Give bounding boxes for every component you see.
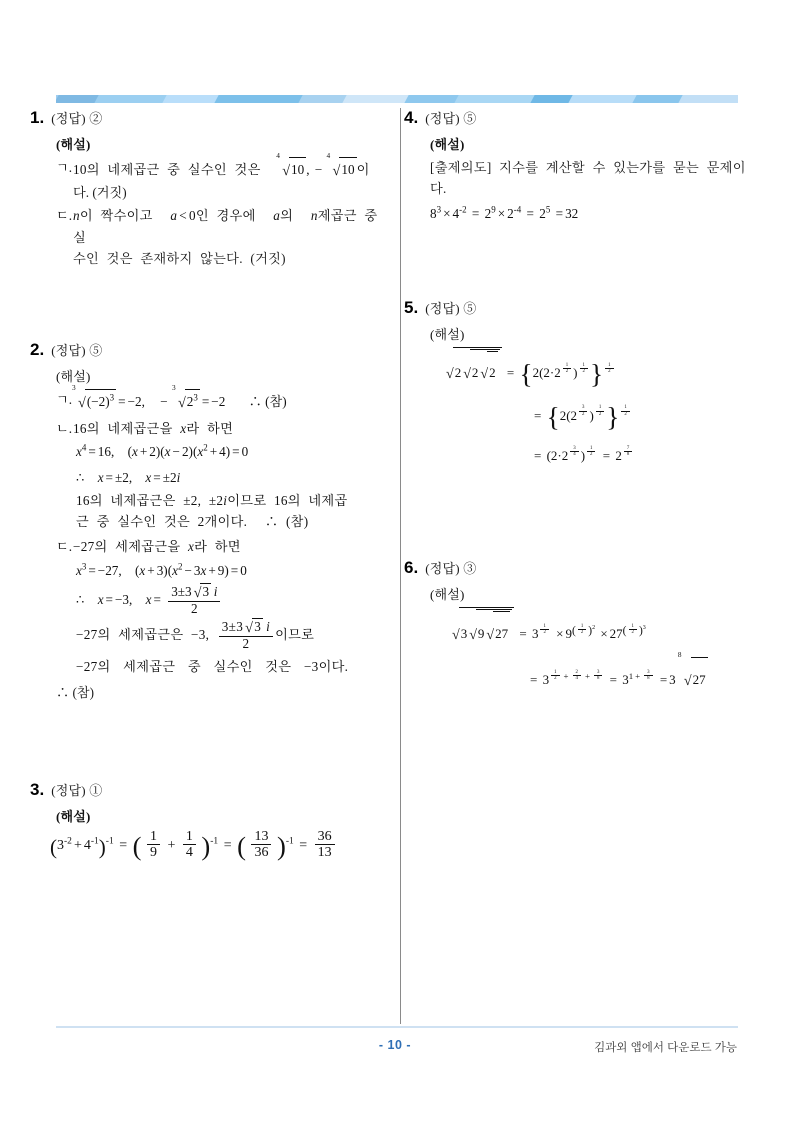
item-marker-g: ㄱ. [56, 160, 73, 175]
fourth-root-10-positive: 4 √10 [276, 151, 305, 179]
exp-half-i: $\frac{1}{2}$ [629, 624, 637, 636]
problem-4 [404, 108, 756, 227]
exp-half-b: 1 2 [580, 363, 588, 375]
fraction-1-4: $\frac{1}{4}$ [183, 829, 196, 861]
exp-half-g: 1 2 [540, 624, 548, 636]
decorative-header-bar [56, 95, 738, 103]
problem-4-answer: (정답) ⑤ [425, 111, 477, 126]
problem-2-header [30, 340, 390, 359]
sqrt-3-b: √3 [245, 618, 262, 636]
p2-n-text1: 16의 네제곱근은 ±2, ±2i이므로 16의 네제곱 [76, 492, 348, 508]
footer-divider [56, 1026, 738, 1028]
problem-1-solution-label: (해설) [56, 137, 91, 152]
problem-3 [30, 780, 390, 863]
item-marker-d: ㄷ. [56, 208, 73, 224]
problem-1-item-g: ㄱ. 10의 네제곱근 중 실수인 것은 4 √10 , − 4 √10 이 [56, 157, 390, 182]
p2-d-text2: −27의 세제곱근 중 실수인 것은 −3이다. [76, 659, 349, 675]
problem-6-answer: (정답) ③ [425, 561, 477, 576]
p5-line3: = (2·2 $^{\frac{3}{4}}$ ) $^{\frac{1}{2}}$ = 2 $^{\frac{7}{8}}$ [532, 436, 756, 476]
problem-5-number: 5. [404, 298, 419, 317]
problem-5 [404, 298, 756, 476]
p2-d-eq2: ∴ x = −3, x = $\frac{3\pm 3 √3 i}{2}$ [76, 583, 390, 618]
column-divider [400, 108, 401, 1024]
problem-1 [30, 108, 390, 270]
problem-3-answer: (정답) ① [51, 783, 103, 798]
exp-two-fourths: $\frac{2}{4}$ [573, 670, 581, 682]
p2-d-conclusion: ∴ (참) [56, 684, 95, 700]
exp-half-a: 1 2 [563, 363, 571, 375]
page-number: - 10 - [378, 1038, 412, 1052]
problem-2-solution-label: (해설) [56, 369, 91, 384]
p5-line2: = {2(2 $^{\frac{3}{2}}$ ) $^{\frac{1}{2}}$ } $^{\frac{1}{2}}$ [532, 396, 756, 436]
p2-g-conclusion: ∴ (참) [248, 394, 287, 409]
p1-item-g-line2: 다. (거짓) [73, 185, 127, 201]
p2-d-lead2: 라 하면 [194, 539, 241, 555]
p2-n-eq2: ∴ x = ±2, x = ±2i [76, 469, 181, 485]
problem-6-number: 6. [404, 558, 419, 577]
p1-a-of: 의 [280, 208, 294, 224]
p1-lead-text: 10의 네제곱근 중 실수인 것은 [73, 162, 261, 177]
problem-2-item-g: ㄱ. 3 $√(-2)^3 = -2$, − 3 $√2^3 = -2$ ∴ (참) [56, 389, 390, 414]
problem-5-header [404, 298, 756, 317]
nested-sqrt-27-inner: √27 [484, 611, 510, 657]
problem-6 [404, 558, 756, 704]
problem-4-header [404, 108, 756, 127]
problem-2-item-d: ㄷ. −27의 세제곱근을 x라 하면 [56, 536, 390, 557]
problem-6-solution-label: (해설) [430, 587, 465, 602]
problem-3-number: 3. [30, 780, 45, 799]
problem-2-answer: (정답) ⑤ [51, 343, 103, 358]
p2-n-text2: 근 중 실수인 것은 2개이다. ∴ (참) [76, 513, 309, 529]
fourth-root-10-negative: 4 √10 [326, 151, 355, 179]
exp-half-f: 1 2 [587, 446, 595, 458]
eighth-root-27: 8 √27 [679, 657, 708, 703]
exp-three-eighths-b: $\frac{3}{8}$ [644, 670, 652, 682]
p1-tail: 이 [356, 162, 370, 177]
item-marker-g2: ㄱ. [56, 392, 73, 407]
exp-half-h: $\frac{1}{2}$ [578, 624, 586, 636]
fraction-3pm3root3i-over-2-b: $\frac{3\pm 3 √3 i}{2}$ [219, 618, 273, 652]
p6-line1: √3 √9 √27 = 3 $^{\frac{1}{2}}$ × $9^{( \frac{1}{2} )^2} \times 27^{( \frac{1}{2} )^3}$ [450, 607, 756, 657]
fraction-3pm3root3i-over-2: $\frac{3\pm 3 √3 i}{2}$ [168, 583, 220, 617]
exp-three-fourths: 3 4 [570, 446, 578, 458]
problem-3-solution-label: (해설) [56, 809, 91, 824]
exp-three-halves: 3 2 [579, 405, 587, 417]
exp-half-d: 1 2 [596, 405, 604, 417]
cube-root-2-cubed: 3 $√2^3$ [171, 383, 198, 411]
fraction-13-36: $\frac{13}{36}$ [251, 829, 271, 861]
p2-n-eq1: $x^4 = 16$, $(x + 2)(x - 2)(x^2 + 4) = 0$ [76, 443, 249, 460]
p1-item-d-line2: 수인 것은 존재하지 않는다. (거짓) [73, 251, 286, 267]
p1-nth: 제곱근 중 실 [73, 208, 378, 245]
nested-sqrt-9-mid: √9 √27 [467, 609, 512, 657]
exp-half-j: $\frac{1}{2}$ [551, 670, 559, 682]
footer-note: 김과외 앱에서 다운로드 가능 [594, 1042, 737, 1054]
nested-sqrt-3-9-27-outer: √3 √9 √27 [450, 607, 514, 657]
fraction-36-13: $\frac{36}{13}$ [315, 829, 335, 861]
p1-n-even: 이 짝수이고 [79, 208, 153, 224]
p2-n-lead2: 라 하면 [186, 421, 234, 437]
problem-2 [30, 340, 390, 703]
nested-sqrt-2-mid: √2 √2 [461, 349, 499, 396]
p2-n-lead: 16의 네제곱근을 [73, 421, 173, 437]
p1-a-lt: 인 경우에 [195, 208, 256, 224]
problem-1-number: 1. [30, 108, 45, 127]
p2-d-eq1: $x^3 = -27$, $(x + 3)(x^2 - 3x + 9) = 0$ [76, 561, 247, 578]
exp-seven-eighths: 7 8 [624, 446, 632, 458]
p3-expression: $(3^{-2} + 4^{-1})^{-1}$ = ( $\frac{1}{9}$ + $\frac{1}{4}$ )$^{-1}$ = ( $\frac{13}{36}$ )$^{-1}$ = $\frac{36}{13}$ [50, 829, 390, 863]
item-marker-n: ㄴ. [56, 421, 73, 437]
problem-4-number: 4. [404, 108, 419, 127]
problem-5-solution-label: (해설) [430, 327, 465, 342]
problem-5-answer: (정답) ⑤ [425, 301, 477, 316]
sqrt-3: √3 [193, 583, 210, 601]
p6-line2: = 3 $^{\frac{1}{2} + \frac{2}{4} + \frac{3}{8}}$ = $3^{1 + \frac{3}{8}}$ = 3 8 √27 [528, 657, 756, 703]
nested-sqrt-2-inner: √2 [478, 351, 497, 396]
exp-half-c: 1 2 [605, 363, 613, 375]
exp-three-eighths: $\frac{3}{8}$ [594, 670, 602, 682]
problem-3-header [30, 780, 390, 799]
problem-2-number: 2. [30, 340, 45, 359]
p2-d-text1: −27의 세제곱근은 −3, $\frac{3\pm 3 √3 i}{2}$ 이므로 [76, 618, 315, 651]
p4-intent: [출제의도] 지수를 계산할 수 있는가를 묻는 문제이다. [430, 160, 746, 197]
problem-1-answer: (정답) ② [51, 111, 103, 126]
problem-2-item-n: ㄴ. 16의 네제곱근을 x라 하면 [56, 418, 390, 439]
problem-1-item-d: ㄷ. n이 짝수이고 a < 0인 경우에 a의 n제곱근 중 실 [56, 205, 390, 248]
problem-4-solution-label: (해설) [430, 137, 465, 152]
exp-half-e: 1 2 [621, 405, 629, 417]
p5-line1: √2 √2 √2 = {2(2·2 $^{\frac{1}{2}}$ ) $^{\frac{1}{2}}$ } $^{\frac{1}{2}}$ [444, 347, 756, 396]
nested-sqrt-2-outer: √2 √2 √2 [444, 347, 502, 396]
p2-d-lead: −27의 세제곱근을 [73, 539, 181, 555]
p4-expression: $8^3 \times 4^{-2} = 2^9 \times 2^{-4} = 2^5 = 32$ [430, 204, 579, 221]
problem-1-header [30, 108, 390, 127]
problem-6-header [404, 558, 756, 577]
fraction-1-9: $\frac{1}{9}$ [147, 829, 160, 861]
cube-root-neg2-cubed: 3 $√(-2)^3$ [72, 383, 115, 411]
item-marker-d2: ㄷ. [56, 539, 73, 555]
